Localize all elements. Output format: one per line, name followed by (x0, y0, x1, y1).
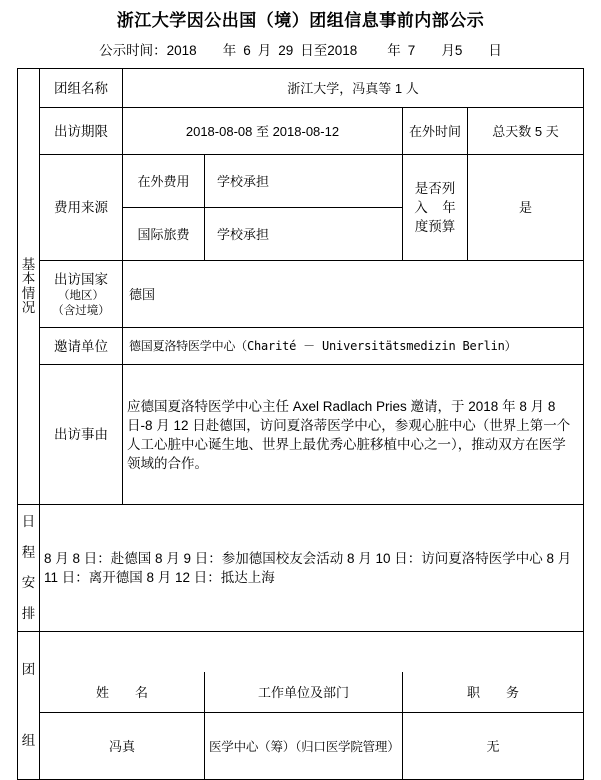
abroad-time-value: 总天数 5 天 (467, 108, 583, 155)
budget-label-line2-a: 入 (414, 200, 428, 215)
budget-label-line2 (407, 198, 463, 217)
inviter-value: 德国夏洛特医学中心（Charité － Universitätsmedizin Berlin） (122, 328, 583, 365)
country-label-sub-transit: （含过境） (52, 304, 110, 317)
funding-type-travel: 国际旅费 (122, 208, 204, 261)
table-row-funding-1 (17, 155, 583, 208)
day-char-2: 日 (488, 43, 502, 58)
table-row-team-header (17, 632, 583, 673)
section-label-team-char-0: 团 (21, 661, 36, 677)
page-title: 浙江大学因公出国（境）团组信息事前内部公示 (116, 11, 485, 30)
budget-label-line1: 是否列 (414, 181, 456, 196)
publish-time-label: 公示时间： (99, 43, 167, 58)
section-label-schedule-char-0: 日 (21, 514, 36, 530)
section-label-basic-char-2: 情 (21, 285, 36, 301)
section-label-schedule (17, 505, 39, 632)
table-row-inviter (17, 328, 583, 365)
country-label (39, 261, 122, 328)
inviter-label: 邀请单位 (39, 328, 122, 365)
section-label-basic-char-0: 基 (21, 257, 36, 273)
team-member-position: 无 (402, 713, 583, 780)
country-value: 德国 (122, 261, 583, 328)
team-header-position: 职 务 (402, 672, 583, 713)
publish-period-line (0, 33, 601, 68)
funding-source-label: 费用来源 (39, 155, 122, 261)
budget-label-line3: 度预算 (414, 219, 456, 234)
publish-start-month: 6 (243, 43, 251, 58)
section-label-basic (17, 69, 39, 505)
month-char-2: 月 (441, 43, 455, 58)
publish-start-day: 29 (278, 43, 294, 58)
table-row-country (17, 261, 583, 328)
budget-inclusion-value: 是 (467, 155, 583, 261)
team-member-name: 冯真 (39, 713, 204, 780)
publish-end-day: 5 (454, 43, 463, 58)
section-label-basic-char-3: 况 (21, 299, 36, 315)
period-value: 2018-08-08 至 2018-08-12 (122, 108, 402, 155)
country-label-main: 出访国家 (53, 271, 108, 287)
section-label-schedule-char-1: 程 (21, 544, 36, 560)
group-name-value: 浙江大学，冯真等 1 人 (122, 69, 583, 108)
day-to-char: 日至 (300, 43, 328, 58)
section-label-schedule-char-3: 排 (21, 605, 36, 621)
publish-end-month: 7 (407, 43, 416, 58)
publish-start-year: 2018 (166, 43, 197, 58)
table-row-team-member (17, 713, 583, 780)
period-label: 出访期限 (39, 108, 122, 155)
table-row-group-name (17, 69, 583, 108)
purpose-value: 应德国夏洛特医学中心主任 Axel Radlach Pries 邀请，于 2018 年 8 月 8 日-8 月 12 日赴德国，访问夏洛蒂医学中心，参观心脏中心（世界上第一个人工心脏中心诞生地、世界上最优秀心脏移植中心之一），推动双方在医学领域的合作。 (122, 365, 583, 505)
schedule-value: 8 月 8 日：赴德国 8 月 9 日：参加德国校友会活动 8 月 10 日：访问夏洛特医学中心 8 月 11 日：离开德国 8 月 12 日：抵达上海 (39, 505, 583, 632)
year-char-2: 年 (387, 43, 401, 58)
budget-label-line2-b: 年 (442, 200, 456, 215)
team-header-unit: 工作单位及部门 (204, 672, 402, 713)
funding-source-abroad: 学校承担 (204, 155, 402, 208)
group-name-label: 团组名称 (39, 69, 122, 108)
year-char-1: 年 (222, 43, 237, 58)
table-row-period (17, 108, 583, 155)
section-label-basic-char-1: 本 (21, 271, 36, 287)
section-label-team-char-1: 组 (21, 733, 36, 749)
month-char-1: 月 (257, 43, 272, 58)
country-label-sub-region: （地区） (57, 289, 104, 302)
table-row-schedule (17, 505, 583, 632)
funding-source-travel: 学校承担 (204, 208, 402, 261)
budget-inclusion-label (402, 155, 467, 261)
table-row-purpose (17, 365, 583, 505)
team-col-header-name (39, 632, 204, 673)
team-col-header-unit-spacer (204, 632, 402, 673)
team-col-header-position-spacer (402, 632, 583, 673)
team-member-unit: 医学中心（筹）（归口医学院管理） (204, 713, 402, 780)
funding-type-abroad: 在外费用 (122, 155, 204, 208)
table-row-team-columns (17, 672, 583, 713)
section-label-team (17, 632, 39, 780)
publish-end-year: 2018 (327, 43, 358, 58)
notice-table (17, 68, 584, 780)
team-header-name: 姓 名 (39, 672, 204, 713)
purpose-label: 出访事由 (39, 365, 122, 505)
abroad-time-label: 在外时间 (402, 108, 467, 155)
section-label-schedule-char-2: 安 (21, 575, 36, 591)
